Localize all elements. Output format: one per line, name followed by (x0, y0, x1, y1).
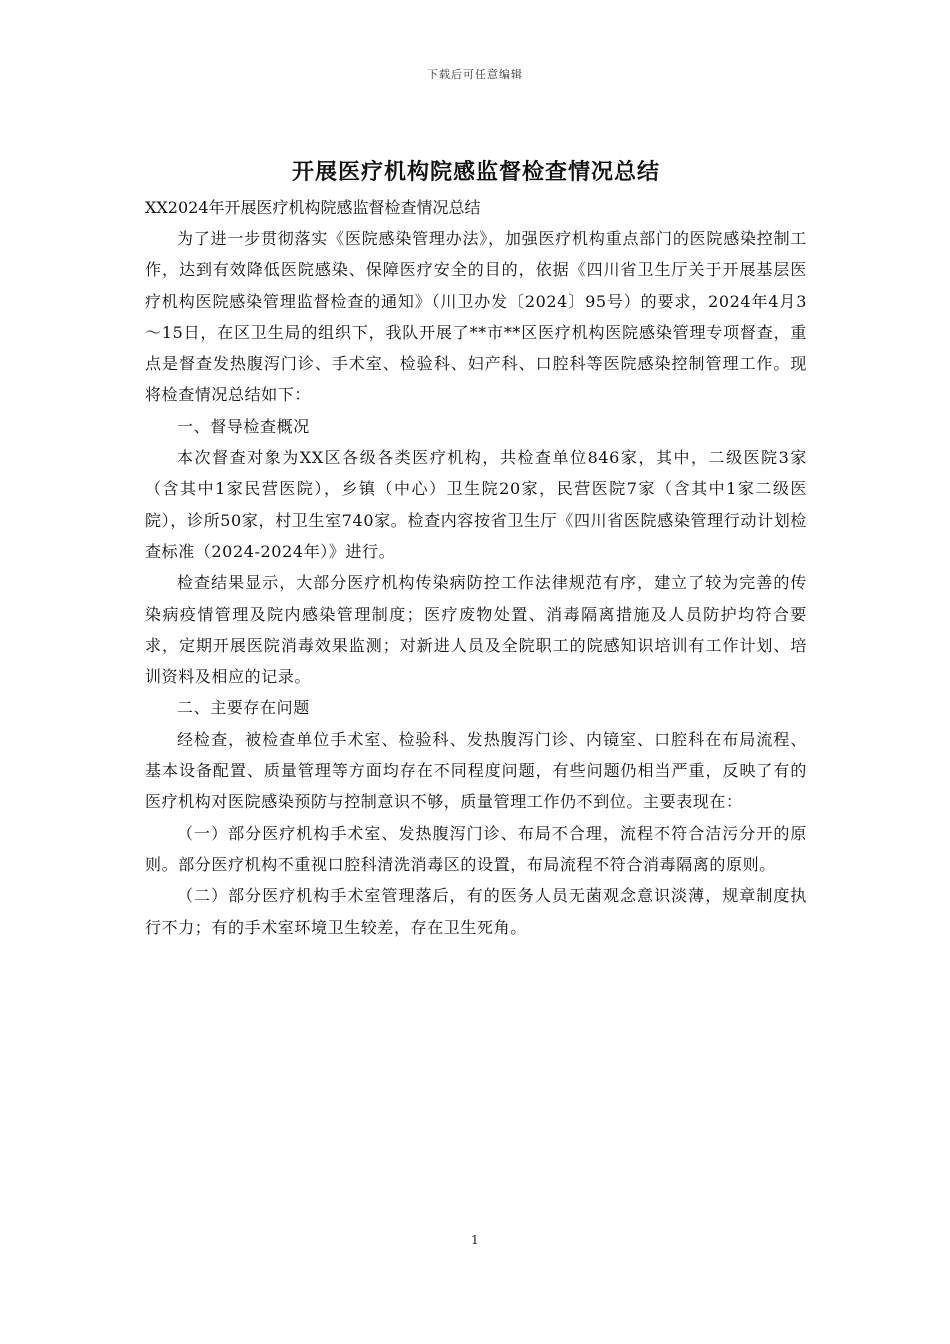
paragraph-problems-summary: 经检查，被检查单位手术室、检验科、发热腹泻门诊、内镜室、口腔科在布局流程、基本设备配置、质量管理等方面均存在不同程度问题，有些问题仍相当严重，反映了有的医疗机构对医院感染预防与控制意识不够，质量管理工作仍不到位。主要表现在： (145, 729, 807, 812)
paragraph-problem-2: （二）部分医疗机构手术室管理落后，有的医务人员无菌观念意识淡薄，规章制度执行不力；有的手术室环境卫生较差，存在卫生死角。 (145, 886, 807, 937)
paragraph-inspection-results: 检查结果显示，大部分医疗机构传染病防控工作法律规范有序，建立了较为完善的传染病疫情管理及院内感染管理制度；医疗废物处置、消毒隔离措施及人员防护均符合要求，定期开展医院消毒效果监测；对新进人员及全院职工的院感知识培训有工作计划、培训资料及相应的记录。 (145, 573, 807, 687)
paragraph-problem-1: （一）部分医疗机构手术室、发热腹泻门诊、布局不合理，流程不符合洁污分开的原则。部分医疗机构不重视口腔科清洗消毒区的设置，布局流程不符合消毒隔离的原则。 (145, 823, 807, 874)
document-subtitle: XX2024年开展医疗机构院感监督检查情况总结 (145, 198, 481, 217)
document-body (145, 152, 807, 943)
page-header-note: 下载后可任意编辑 (427, 68, 523, 81)
paragraph-intro: 为了进一步贯彻落实《医院感染管理办法》，加强医疗机构重点部门的医院感染控制工作，达到有效降低医院感染、保障医疗安全的目的，依据《四川省卫生厅关于开展基层医疗机构医院感染管理监督检查的通知》（川卫办发〔2024〕95号）的要求，2024年4月3～15日，在区卫生局的组织下，我队开展了**市**区医疗机构医院感染管理专项督查，重点是督查发热腹泻门诊、手术室、检验科、妇产科、口腔科等医院感染控制管理工作。现将检查情况总结如下： (145, 229, 807, 405)
section-heading-problems: 二、主要存在问题 (177, 698, 310, 718)
paragraph-inspection-scope: 本次督查对象为XX区各级各类医疗机构，共检查单位846家，其中，二级医院3家（含其中1家民营医院），乡镇（中心）卫生院20家，民营医院7家（含其中1家二级医院），诊所50家，村卫生室740家。检查内容按省卫生厅《四川省医院感染管理行动计划检查标准（2024-2024年）》进行。 (145, 448, 807, 561)
document-title: 开展医疗机构院感监督检查情况总结 (291, 159, 660, 185)
section-heading-overview: 一、督导检查概况 (177, 416, 310, 436)
page-number: 1 (471, 1233, 479, 1247)
